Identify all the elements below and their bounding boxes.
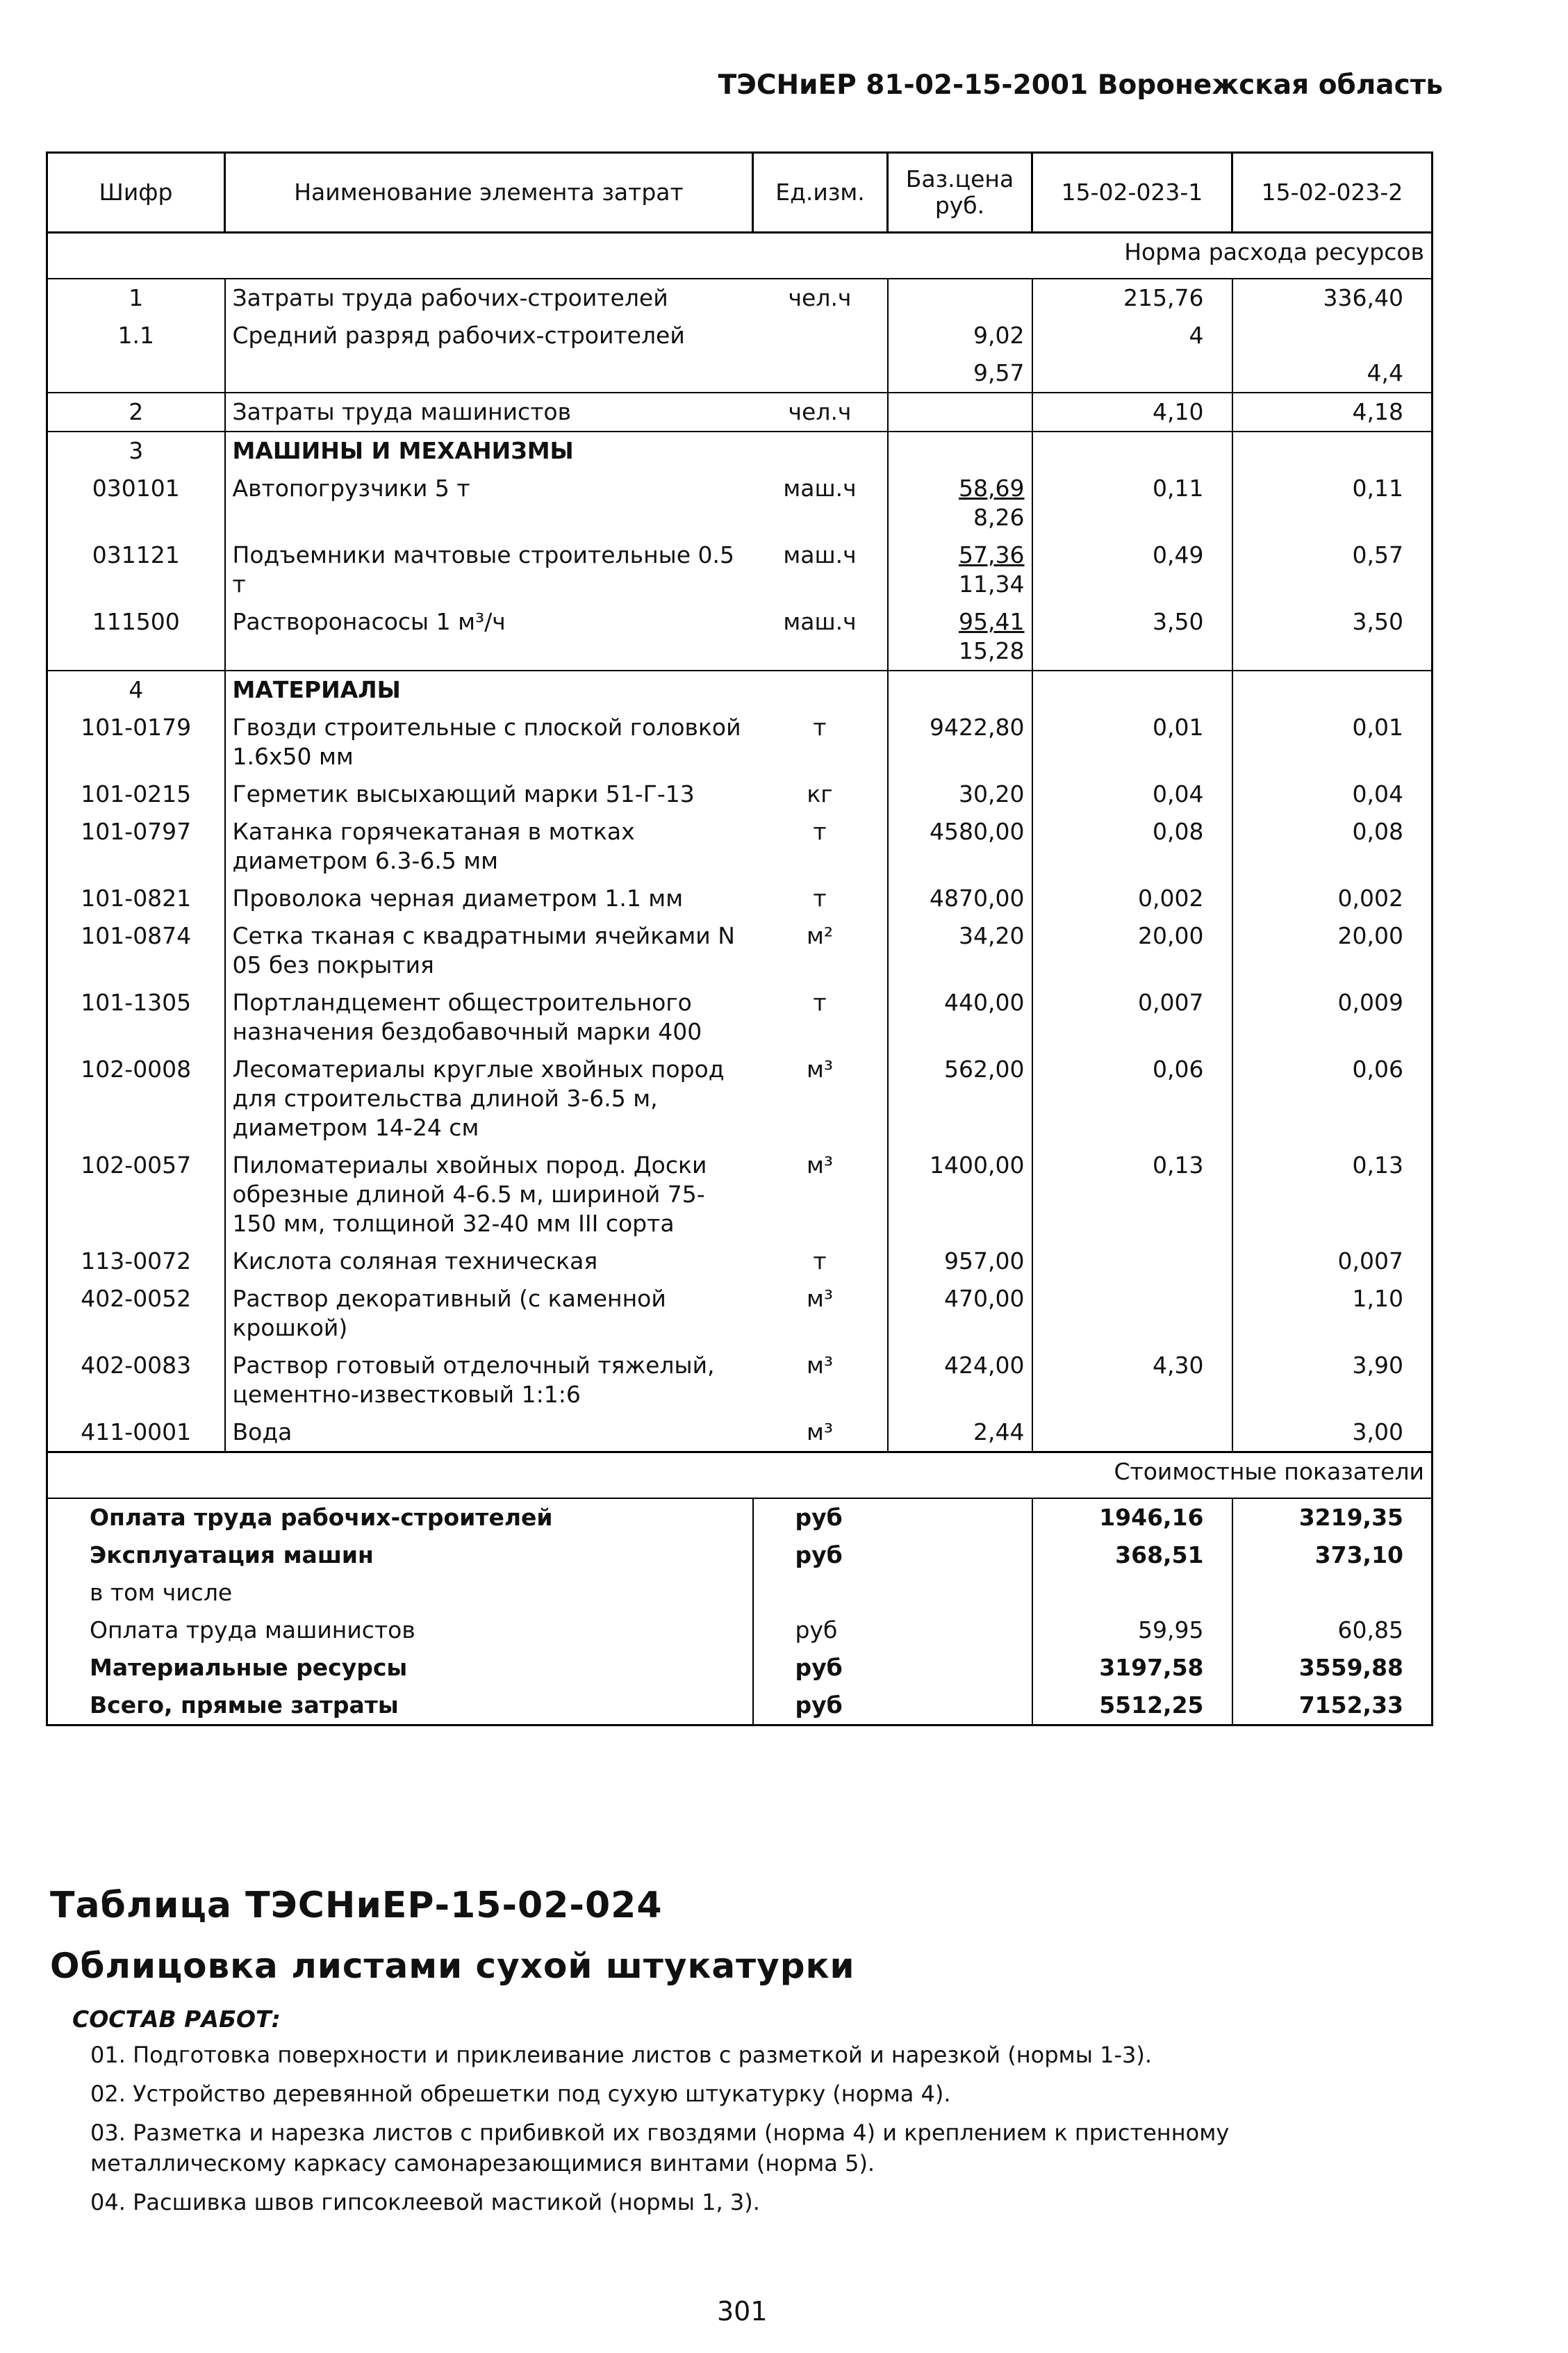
cost-unit: руб	[753, 1536, 888, 1574]
col-header-unit: Ед.изм.	[753, 153, 888, 233]
cell-price	[888, 1051, 1032, 1147]
cell-code: 101-0874	[47, 917, 225, 984]
price-value: 57,36	[959, 541, 1025, 568]
table-subtitle: Облицовка листами сухой штукатурки	[50, 1946, 855, 1986]
cell-unit: т	[813, 885, 827, 912]
cell-unit: м³	[806, 1285, 834, 1312]
price-value: 4870,00	[930, 885, 1025, 912]
cell-price	[888, 432, 1032, 470]
cell-price	[888, 1413, 1032, 1452]
cell-norm-1: 0,11	[1032, 470, 1232, 536]
cell-code: 102-0057	[47, 1147, 225, 1243]
cost-blank	[888, 1574, 1032, 1612]
cost-blank	[888, 1612, 1032, 1649]
cell-norm-2: 3,90	[1232, 1347, 1433, 1413]
cell-norm-1: 0,49	[1032, 536, 1232, 603]
col-header-code: Шифр	[47, 153, 225, 233]
cell-price	[888, 470, 1032, 536]
price-value: 470,00	[944, 1285, 1025, 1312]
cell-price	[888, 393, 1032, 432]
col-header-norm-1: 15-02-023-1	[1032, 153, 1232, 233]
cell-price	[888, 354, 1032, 393]
cell-norm-2: 0,11	[1232, 470, 1433, 536]
cell-norm-2: 1,10	[1232, 1280, 1433, 1347]
cell-price	[888, 776, 1032, 813]
table-row	[47, 776, 1433, 813]
cell-norm-2: 0,13	[1232, 1147, 1433, 1243]
cost-name: Материальные ресурсы	[47, 1649, 753, 1687]
cost-blank	[888, 1498, 1032, 1536]
cost-value-1: 1946,16	[1032, 1498, 1232, 1536]
cell-norm-1: 215,76	[1032, 279, 1232, 317]
price-value: 957,00	[944, 1247, 1025, 1274]
cell-norm-2	[1232, 317, 1433, 354]
cell-norm-1	[1032, 1280, 1232, 1347]
cell-price	[888, 1347, 1032, 1413]
work-item: 02. Устройство деревянной обрешетки под сухую штукатурку (норма 4).	[90, 2081, 951, 2107]
price-machinist-value: 15,28	[959, 637, 1025, 664]
cost-row	[47, 1498, 1433, 1536]
cell-price	[888, 1280, 1032, 1347]
cell-norm-1	[1032, 432, 1232, 470]
table-row	[47, 1243, 1433, 1280]
cost-unit	[753, 1574, 888, 1612]
cost-label: Стоимостные показатели	[47, 1452, 1433, 1499]
cell-norm-2: 4,18	[1232, 393, 1433, 432]
cell-norm-1: 4	[1032, 317, 1232, 354]
cost-blank	[888, 1687, 1032, 1725]
table-row	[47, 1051, 1433, 1147]
work-item: 03. Разметка и нарезка листов с прибивкой их гвоздями (норма 4) и креплением к пристенному металлическому каркасу самонарезающимися винтами (норма 5).	[90, 2120, 1230, 2176]
cost-row	[47, 1574, 1433, 1612]
cell-price	[888, 1147, 1032, 1243]
price-machinist-value: 11,34	[959, 571, 1025, 598]
table-row	[47, 1347, 1433, 1413]
cell-code: 101-0215	[47, 776, 225, 813]
cell-code: 031121	[47, 536, 225, 603]
cell-norm-1	[1032, 1413, 1232, 1452]
cost-row	[47, 1536, 1433, 1574]
price-value: 9,02	[973, 322, 1025, 349]
cell-norm-1: 0,007	[1032, 984, 1232, 1051]
table-row	[47, 354, 1433, 393]
cell-code: 1	[47, 279, 225, 317]
cell-code: 2	[47, 393, 225, 432]
table-row	[47, 813, 1433, 880]
cost-value-2: 373,10	[1232, 1536, 1433, 1574]
price-value: 1400,00	[930, 1151, 1025, 1179]
cell-norm-2: 4,4	[1232, 354, 1433, 393]
cell-norm-1: 3,50	[1032, 603, 1232, 671]
table-row	[47, 1413, 1433, 1452]
cell-price	[888, 671, 1032, 709]
price-value: 562,00	[944, 1056, 1025, 1083]
cell-unit: маш.ч	[783, 541, 857, 568]
cell-code: 101-1305	[47, 984, 225, 1051]
cell-norm-2: 0,002	[1232, 880, 1433, 917]
cost-name: Эксплуатация машин	[47, 1536, 753, 1574]
cell-price	[888, 1243, 1032, 1280]
price-machinist-value: 8,26	[973, 504, 1025, 531]
cell-name: Затраты труда машинистов	[225, 393, 753, 432]
cost-blank	[888, 1649, 1032, 1687]
cell-unit: м³	[806, 1151, 834, 1179]
price-value: 9,57	[973, 359, 1025, 386]
cost-row	[47, 1687, 1433, 1725]
cell-norm-2: 3,50	[1232, 603, 1433, 671]
cell-norm-2: 0,08	[1232, 813, 1433, 880]
cell-name: Кислота соляная техническая	[225, 1243, 753, 1280]
cost-name: Оплата труда рабочих-строителей	[47, 1498, 753, 1536]
table-row	[47, 470, 1433, 536]
cell-norm-2: 20,00	[1232, 917, 1433, 984]
work-item: 04. Расшивка швов гипсоклеевой мастикой (нормы 1, 3).	[90, 2189, 760, 2215]
cell-norm-2: 336,40	[1232, 279, 1433, 317]
cell-norm-1: 0,08	[1032, 813, 1232, 880]
cost-value-1: 5512,25	[1032, 1687, 1232, 1725]
cost-value-1: 59,95	[1032, 1612, 1232, 1649]
table-row	[47, 279, 1433, 317]
cost-blank	[888, 1536, 1032, 1574]
cell-unit: т	[813, 1247, 827, 1274]
cell-unit: кг	[807, 780, 833, 807]
cell-price	[888, 317, 1032, 354]
cell-norm-1: 4,10	[1032, 393, 1232, 432]
table-row	[47, 984, 1433, 1051]
cell-norm-1: 4,30	[1032, 1347, 1232, 1413]
cell-unit: маш.ч	[783, 608, 857, 635]
cell-norm-2: 0,57	[1232, 536, 1433, 603]
cell-code: 101-0821	[47, 880, 225, 917]
table-row	[47, 709, 1433, 776]
cell-code: 402-0083	[47, 1347, 225, 1413]
cell-unit: м³	[806, 1352, 834, 1379]
works-list	[90, 2040, 1410, 2226]
cost-value-2	[1232, 1574, 1433, 1612]
cell-norm-2	[1232, 671, 1433, 709]
page-number: 301	[717, 2296, 768, 2327]
cell-name: Средний разряд рабочих-строителей	[225, 317, 753, 354]
price-value: 2,44	[973, 1418, 1025, 1445]
cell-code: 3	[47, 432, 225, 470]
cell-norm-1	[1032, 1243, 1232, 1280]
cell-unit: чел.ч	[753, 279, 888, 317]
table-row	[47, 603, 1433, 671]
cell-code: 102-0008	[47, 1051, 225, 1147]
cell-name: Сетка тканая с квадратными ячейками N 05 без покрытия	[225, 917, 753, 984]
table-row	[47, 317, 1433, 354]
col-header-name: Наименование элемента затрат	[225, 153, 753, 233]
cell-code: 1.1	[47, 317, 225, 354]
price-value: 424,00	[944, 1352, 1025, 1379]
cell-unit: м³	[806, 1418, 834, 1445]
cell-norm-2: 0,009	[1232, 984, 1433, 1051]
cost-name: Оплата труда машинистов	[47, 1612, 753, 1649]
price-value: 95,41	[959, 608, 1025, 635]
cell-price	[888, 984, 1032, 1051]
cell-norm-1: 0,002	[1032, 880, 1232, 917]
cost-row	[47, 1649, 1433, 1687]
cell-name: МАТЕРИАЛЫ	[225, 671, 753, 709]
cell-unit: маш.ч	[783, 475, 857, 502]
cost-name: в том числе	[47, 1574, 753, 1612]
col-header-price: Баз.цена руб.	[888, 153, 1032, 233]
cell-norm-1: 0,13	[1032, 1147, 1232, 1243]
cost-value-1	[1032, 1574, 1232, 1612]
cell-unit: м²	[806, 922, 834, 949]
cell-price	[888, 603, 1032, 671]
cost-name: Всего, прямые затраты	[47, 1687, 753, 1725]
cell-norm-1	[1032, 671, 1232, 709]
cell-code: 402-0052	[47, 1280, 225, 1347]
table-row	[47, 432, 1433, 470]
cost-unit: руб	[753, 1687, 888, 1725]
cell-norm-2: 0,007	[1232, 1243, 1433, 1280]
cell-name: Портландцемент общестроительного назначения бездобавочный марки 400	[225, 984, 753, 1051]
cell-unit	[753, 354, 888, 393]
cost-value-2: 3219,35	[1232, 1498, 1433, 1536]
table-row	[47, 536, 1433, 603]
cost-unit: руб	[753, 1612, 888, 1649]
cell-norm-1	[1032, 354, 1232, 393]
cell-norm-2: 0,01	[1232, 709, 1433, 776]
table-row	[47, 917, 1433, 984]
table-row	[47, 880, 1433, 917]
cell-name: МАШИНЫ И МЕХАНИЗМЫ	[225, 432, 753, 470]
table-row	[47, 1280, 1433, 1347]
cell-norm-1: 0,06	[1032, 1051, 1232, 1147]
cost-unit: руб	[753, 1649, 888, 1687]
cell-price	[888, 917, 1032, 984]
cell-name: Лесоматериалы круглые хвойных пород для строительства длиной 3-6.5 м, диаметром 14-24 см	[225, 1051, 753, 1147]
works-heading: СОСТАВ РАБОТ:	[72, 2006, 281, 2033]
cell-unit: т	[813, 989, 827, 1016]
cell-code: 101-0797	[47, 813, 225, 880]
cost-value-2: 60,85	[1232, 1612, 1433, 1649]
cell-norm-2: 3,00	[1232, 1413, 1433, 1452]
norm-label: Норма расхода ресурсов	[47, 233, 1433, 279]
price-value: 9422,80	[930, 714, 1025, 741]
cell-code: 4	[47, 671, 225, 709]
work-item: 01. Подготовка поверхности и приклеивание листов с разметкой и нарезкой (нормы 1-3).	[90, 2042, 1153, 2068]
cell-unit: т	[813, 714, 827, 741]
cell-price	[888, 536, 1032, 603]
cell-norm-2	[1232, 432, 1433, 470]
cost-value-2: 3559,88	[1232, 1649, 1433, 1687]
cell-unit	[753, 317, 888, 354]
cell-name: Вода	[225, 1413, 753, 1452]
cell-name: Раствор декоративный (с каменной крошкой)	[225, 1280, 753, 1347]
cost-value-1: 3197,58	[1032, 1649, 1232, 1687]
document-header: ТЭСНиЕР 81-02-15-2001 Воронежская область	[718, 69, 1443, 101]
price-value: 4580,00	[930, 818, 1025, 845]
price-value: 440,00	[944, 989, 1025, 1016]
table-title: Таблица ТЭСНиЕР-15-02-024	[50, 1885, 663, 1926]
cell-code: 411-0001	[47, 1413, 225, 1452]
cell-price	[888, 813, 1032, 880]
cell-norm-1: 0,01	[1032, 709, 1232, 776]
cell-code: 111500	[47, 603, 225, 671]
col-header-norm-2: 15-02-023-2	[1232, 153, 1433, 233]
cost-label-row	[47, 1452, 1433, 1499]
cell-price	[888, 279, 1032, 317]
cell-name	[225, 354, 753, 393]
cost-value-2: 7152,33	[1232, 1687, 1433, 1725]
cell-unit	[753, 671, 888, 709]
cell-unit	[753, 432, 888, 470]
cell-price	[888, 880, 1032, 917]
table-row	[47, 1147, 1433, 1243]
cost-value-1: 368,51	[1032, 1536, 1232, 1574]
table-row	[47, 671, 1433, 709]
cell-name: Растворонасосы 1 м³/ч	[225, 603, 753, 671]
cell-name: Затраты труда рабочих-строителей	[225, 279, 753, 317]
price-value: 58,69	[959, 475, 1025, 502]
cell-name: Герметик высыхающий марки 51-Г-13	[225, 776, 753, 813]
cell-unit: чел.ч	[753, 393, 888, 432]
cell-norm-1: 20,00	[1032, 917, 1232, 984]
cell-name: Проволока черная диаметром 1.1 мм	[225, 880, 753, 917]
cell-name: Подъемники мачтовые строительные 0.5 т	[225, 536, 753, 603]
cell-norm-1: 0,04	[1032, 776, 1232, 813]
cost-unit: руб	[753, 1498, 888, 1536]
table-row	[47, 393, 1433, 432]
cell-unit: м³	[806, 1056, 834, 1083]
cell-name: Гвозди строительные с плоской головкой 1.6x50 мм	[225, 709, 753, 776]
cell-code	[47, 354, 225, 393]
table-header-row	[47, 153, 1433, 233]
cell-name: Катанка горячекатаная в мотках диаметром 6.3-6.5 мм	[225, 813, 753, 880]
price-value: 34,20	[959, 922, 1025, 949]
cell-price	[888, 709, 1032, 776]
cell-name: Пиломатериалы хвойных пород. Доски обрезные длиной 4-6.5 м, шириной 75-150 мм, толщиной 32-40 мм III сорта	[225, 1147, 753, 1243]
resource-table	[46, 151, 1433, 1726]
cost-row	[47, 1612, 1433, 1649]
cell-name: Раствор готовый отделочный тяжелый, цементно-известковый 1:1:6	[225, 1347, 753, 1413]
cell-norm-2: 0,04	[1232, 776, 1433, 813]
cell-code: 101-0179	[47, 709, 225, 776]
norm-label-row	[47, 233, 1433, 279]
cell-unit: т	[813, 818, 827, 845]
cell-code: 030101	[47, 470, 225, 536]
cell-norm-2: 0,06	[1232, 1051, 1433, 1147]
cell-name: Автопогрузчики 5 т	[225, 470, 753, 536]
price-value: 30,20	[959, 780, 1025, 807]
cell-code: 113-0072	[47, 1243, 225, 1280]
